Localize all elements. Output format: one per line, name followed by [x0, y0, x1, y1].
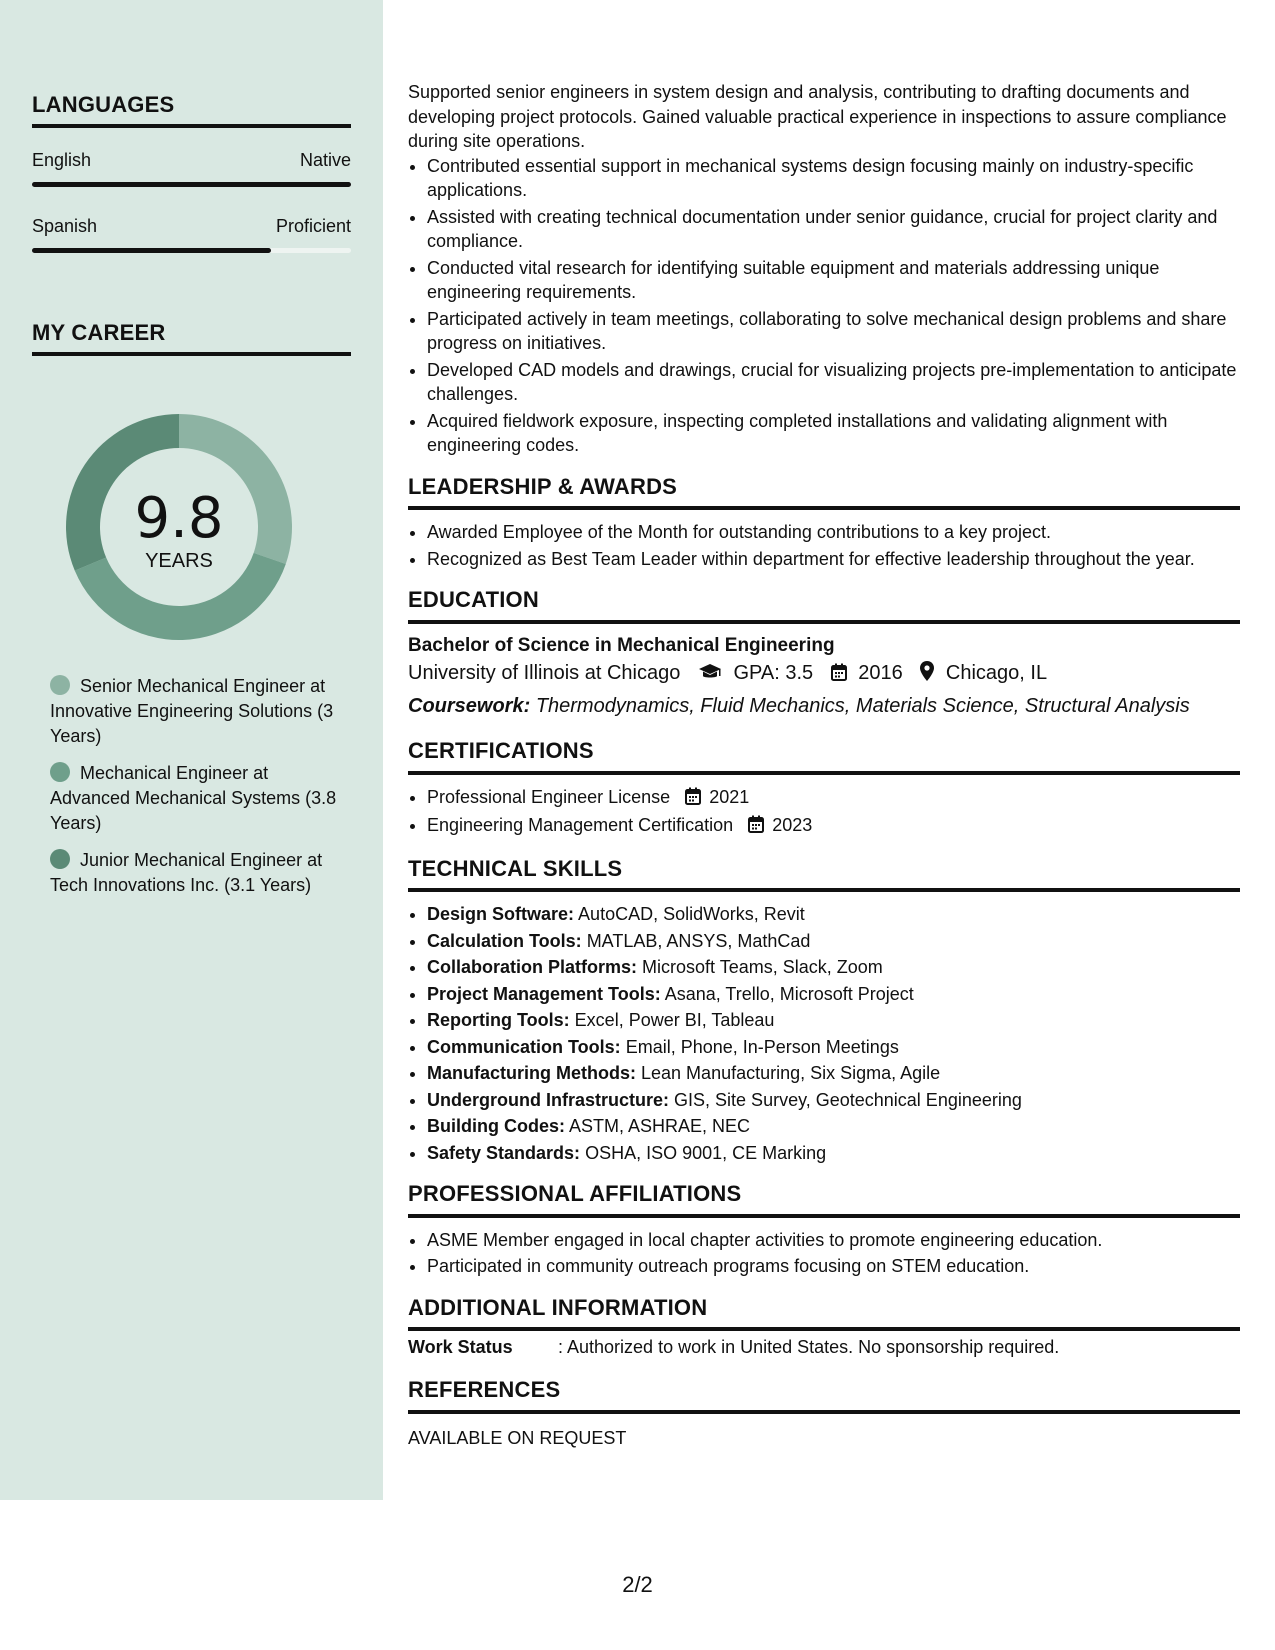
language-level: Proficient [275, 216, 351, 236]
career-item-text: Senior Mechanical Engineer at Innovative Engineering Solutions (3 Years) [50, 676, 334, 746]
affiliation-item: • Participated in community outreach programs focusing on STEM education. [427, 1254, 1240, 1279]
career-item [50, 848, 340, 898]
skill-label: Reporting Tools: [427, 1010, 570, 1030]
donut-center [66, 414, 292, 640]
skill-label: Collaboration Platforms: [427, 957, 638, 977]
page-number: 2/2 [622, 1572, 653, 1597]
language-bar [32, 248, 351, 253]
experience-bullet: • Participated actively in team meetings, collaborating to solve mechanical design problems and share progress on initiatives. [427, 307, 1240, 356]
language-level: Native [299, 150, 351, 170]
career-legend-dot [50, 762, 70, 782]
career-total-years: 9.8 [134, 486, 224, 551]
certification-item [427, 813, 1240, 840]
languages-heading: LANGUAGES [32, 92, 351, 128]
career-item-text: Junior Mechanical Engineer at Tech Innovations Inc. (3.1 Years) [50, 850, 323, 895]
affiliations-list [408, 1228, 1240, 1279]
skill-value: ASTM, ASHRAE, NEC [569, 1116, 751, 1136]
coursework-value: Thermodynamics, Fluid Mechanics, Materials Science, Structural Analysis [535, 695, 1190, 717]
education-gpa: GPA: 3.5 [733, 662, 814, 684]
language-row [32, 150, 351, 216]
skills-heading: TECHNICAL SKILLS [408, 857, 1240, 893]
experience-bullet: • Contributed essential support in mechanical systems design focusing mainly on industry-specific applications. [427, 154, 1240, 203]
additional-info-heading: ADDITIONAL INFORMATION [408, 1296, 1240, 1332]
skill-label: Calculation Tools: [427, 930, 582, 951]
skill-item [427, 1035, 1240, 1060]
calendar-icon [748, 815, 764, 840]
education-coursework [408, 691, 1240, 722]
skill-label: Manufacturing Methods: [427, 1063, 636, 1083]
education-heading: EDUCATION [408, 588, 1240, 624]
certification-year: 2021 [709, 786, 750, 807]
skill-value: GIS, Site Survey, Geotechnical Engineering [674, 1089, 1022, 1110]
language-bar-fill [32, 182, 351, 187]
skill-item [427, 902, 1240, 927]
affiliations-heading: PROFESSIONAL AFFILIATIONS [408, 1182, 1240, 1218]
skill-label: Design Software: [427, 904, 575, 924]
certification-year: 2023 [772, 815, 813, 835]
graduation-cap-icon [698, 660, 722, 691]
leadership-item: • Recognized as Best Team Leader within department for effective leadership throughout the year. [427, 547, 1240, 572]
education-school: University of Illinois at Chicago [408, 662, 681, 684]
career-item [50, 761, 340, 836]
skills-list [408, 902, 1240, 1165]
skill-item [427, 1008, 1240, 1033]
language-bar [32, 182, 351, 187]
work-status-label: Work Status [408, 1337, 513, 1357]
affiliation-item: • ASME Member engaged in local chapter activities to promote engineering education. [427, 1228, 1240, 1253]
location-pin-icon [920, 660, 934, 691]
calendar-icon [831, 660, 847, 691]
references-heading: REFERENCES [408, 1378, 1240, 1414]
calendar-icon [685, 787, 701, 812]
career-item [50, 674, 340, 749]
skill-value: AutoCAD, SolidWorks, Revit [578, 904, 805, 924]
language-bar-fill [32, 248, 271, 253]
skill-label: Project Management Tools: [427, 983, 661, 1004]
work-status-row [408, 1335, 1240, 1361]
career-item-text: Mechanical Engineer at Advanced Mechanical Systems (3.8 Years) [50, 763, 337, 833]
skill-item [427, 955, 1240, 980]
skill-item [427, 929, 1240, 954]
language-row [32, 216, 351, 282]
leadership-list [408, 520, 1240, 571]
sidebar [0, 0, 383, 1500]
education-year: 2016 [858, 662, 903, 684]
language-name: Spanish [32, 216, 98, 236]
experience-bullets [408, 154, 1240, 458]
experience-bullet: • Conducted vital research for identifying suitable equipment and materials addressing unique engineering requirements. [427, 256, 1240, 305]
certification-item [427, 785, 1240, 812]
experience-intro: Supported senior engineers in system design and analysis, contributing to drafting documents and developing project protocols. Gained valuable practical experience in inspections to assure compliance during site operations. [408, 82, 1227, 151]
languages-section [32, 92, 351, 282]
skill-item [427, 1141, 1240, 1166]
references-text: AVAILABLE ON REQUEST [408, 1427, 627, 1448]
career-legend-dot [50, 849, 70, 869]
experience-bullet: • Acquired fieldwork exposure, inspecting completed installations and validating alignment with engineering codes. [427, 409, 1240, 458]
skill-label: Communication Tools: [427, 1036, 621, 1057]
skill-value: MATLAB, ANSYS, MathCad [586, 930, 811, 951]
work-status-value: : Authorized to work in United States. No sponsorship required. [558, 1337, 1060, 1357]
career-list [50, 674, 340, 910]
skill-value: Microsoft Teams, Slack, Zoom [642, 957, 883, 977]
skill-label: Building Codes: [427, 1116, 565, 1136]
certifications-list [408, 785, 1240, 840]
coursework-label: Coursework: [408, 695, 531, 717]
certifications-heading: CERTIFICATIONS [408, 739, 1240, 775]
skill-value: Excel, Power BI, Tableau [574, 1010, 775, 1030]
skill-label: Safety Standards: [427, 1142, 581, 1163]
education-location: Chicago, IL [945, 662, 1048, 684]
education-details [408, 658, 1240, 691]
language-name: English [32, 150, 92, 170]
leadership-item: • Awarded Employee of the Month for outstanding contributions to a key project. [427, 520, 1240, 545]
skill-value: Lean Manufacturing, Six Sigma, Agile [641, 1063, 941, 1083]
skill-value: Email, Phone, In-Person Meetings [625, 1036, 899, 1057]
career-legend-dot [50, 675, 70, 695]
career-donut-chart [66, 414, 292, 640]
skill-item [427, 1114, 1240, 1139]
leadership-heading: LEADERSHIP & AWARDS [408, 475, 1240, 511]
experience-bullet: • Assisted with creating technical documentation under senior guidance, crucial for project clarity and compliance. [427, 205, 1240, 254]
skill-value: Asana, Trello, Microsoft Project [664, 983, 914, 1004]
career-years-label: YEARS [145, 550, 213, 572]
certification-name: Engineering Management Certification [427, 815, 734, 835]
main-content [408, 80, 1240, 1450]
experience-bullet: • Developed CAD models and drawings, crucial for visualizing projects pre-implementation to anticipate challenges. [427, 358, 1240, 407]
education-degree: Bachelor of Science in Mechanical Engineering [408, 634, 835, 656]
certification-name: Professional Engineer License [427, 786, 671, 807]
career-heading: MY CAREER [32, 320, 351, 356]
skill-item [427, 982, 1240, 1007]
skill-item [427, 1061, 1240, 1086]
skill-value: OSHA, ISO 9001, CE Marking [585, 1142, 827, 1163]
career-section [32, 320, 351, 356]
skill-item [427, 1088, 1240, 1113]
skill-label: Underground Infrastructure: [427, 1089, 670, 1110]
